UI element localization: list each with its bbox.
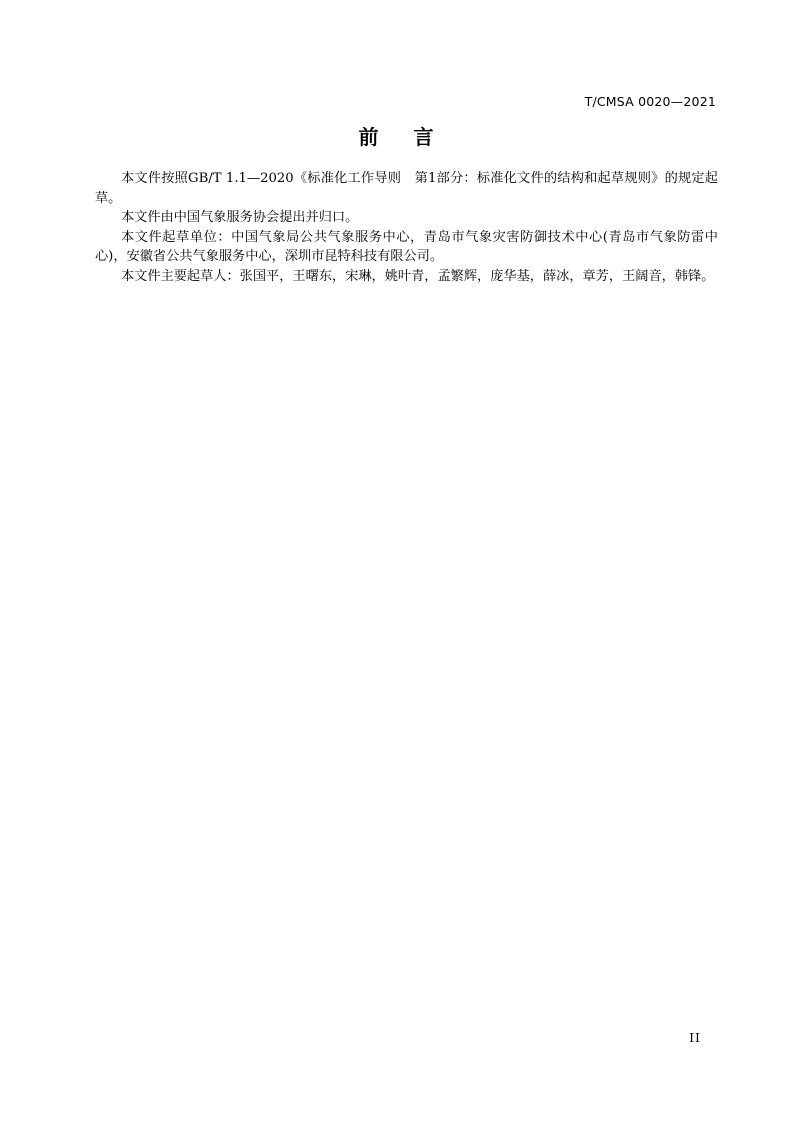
title-char-1: 前 [358, 125, 380, 149]
paragraph-drafters: 本文件主要起草人：张国平，王曙东，宋琳，姚叶青，孟繁辉，庞华基，薛冰，章芳，王阔音，韩锋。 [121, 268, 715, 284]
page-number: II [689, 1030, 701, 1045]
paragraph-drafting-rules: 本文件按照GB/T 1.1—2020《标准化工作导则 第1部分：标准化文件的结构和起草规则》的规定起草。 [95, 171, 718, 206]
paragraph-proposer: 本文件由中国气象服务协会提出并归口。 [121, 210, 359, 225]
paragraph-drafting-units: 本文件起草单位：中国气象局公共气象服务中心，青岛市气象灾害防御技术中心(青岛市气象防雷中心)，安徽省公共气象服务中心，深圳市昆特科技有限公司。 [95, 229, 718, 264]
standard-code: T/CMSA 0020—2021 [584, 94, 716, 109]
foreword-body [95, 169, 718, 286]
title-char-2: 言 [413, 125, 435, 149]
page-title [0, 121, 793, 150]
